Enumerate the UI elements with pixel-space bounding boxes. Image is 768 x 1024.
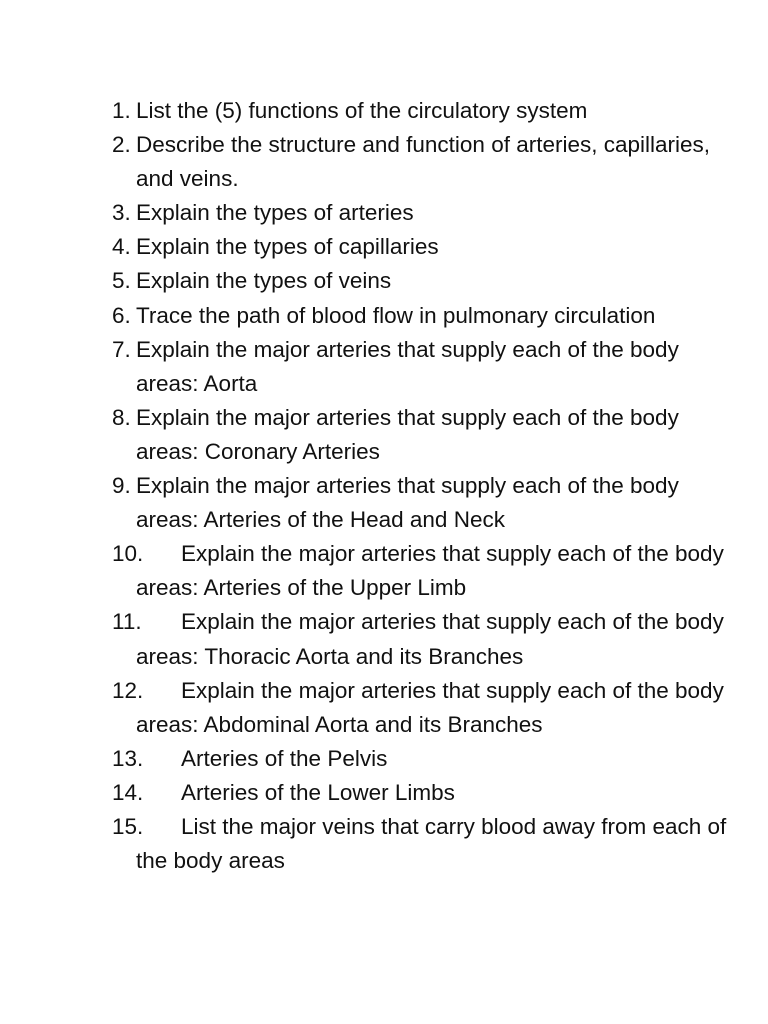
list-item	[112, 742, 732, 776]
list-item	[112, 810, 732, 878]
item-number: 6.	[112, 302, 131, 328]
item-number: 15.	[112, 813, 144, 839]
list-item	[112, 776, 732, 810]
item-number: 11.	[112, 609, 142, 635]
item-number: 9.	[112, 473, 131, 499]
list-item	[112, 264, 732, 298]
objectives-list	[112, 94, 732, 878]
item-number: 14.	[112, 779, 144, 805]
list-item	[112, 674, 732, 742]
item-number: 1.	[112, 98, 131, 123]
item-text: Explain the major arteries that supply each of the body areas: Thoracic Aorta and its Branches	[136, 609, 724, 669]
list-item	[112, 605, 732, 673]
item-text: Arteries of the Pelvis	[181, 745, 388, 771]
item-text: List the major veins that carry blood away from each of the body areas	[136, 813, 727, 874]
item-number: 4.	[112, 234, 131, 260]
item-text: Explain the types of capillaries	[136, 234, 439, 260]
item-text: List the (5) functions of the circulatory system	[136, 98, 588, 123]
list-item	[112, 299, 732, 333]
item-text: Explain the major arteries that supply each of the body areas: Arteries of the Head and Neck	[136, 473, 679, 533]
list-item	[112, 196, 732, 230]
item-number: 5.	[112, 268, 131, 294]
list-item	[112, 333, 732, 401]
item-text: Explain the major arteries that supply each of the body areas: Coronary Arteries	[136, 404, 679, 464]
item-text: Explain the major arteries that supply each of the body areas: Abdominal Aorta and its Branches	[136, 677, 724, 737]
item-number: 3.	[112, 200, 131, 226]
item-text: Explain the major arteries that supply each of the body areas: Arteries of the Upper Limb	[136, 541, 724, 601]
list-item	[112, 230, 732, 264]
item-number: 2.	[112, 132, 131, 158]
item-text: Arteries of the Lower Limbs	[181, 779, 455, 805]
item-number: 7.	[112, 336, 131, 362]
item-text: Explain the types of arteries	[136, 200, 414, 226]
item-number: 8.	[112, 404, 131, 430]
list-item	[112, 537, 732, 605]
item-text: Explain the major arteries that supply each of the body areas: Aorta	[136, 336, 679, 396]
list-item	[112, 469, 732, 537]
list-item	[112, 128, 732, 196]
item-number: 12.	[112, 677, 144, 703]
list-item	[112, 94, 732, 128]
item-text: Describe the structure and function of arteries, capillaries, and veins.	[136, 132, 711, 192]
item-text: Explain the types of veins	[136, 268, 392, 294]
item-text: Trace the path of blood flow in pulmonary circulation	[136, 302, 656, 328]
item-number: 13.	[112, 745, 144, 771]
item-number: 10.	[112, 541, 144, 567]
list-item	[112, 401, 732, 469]
